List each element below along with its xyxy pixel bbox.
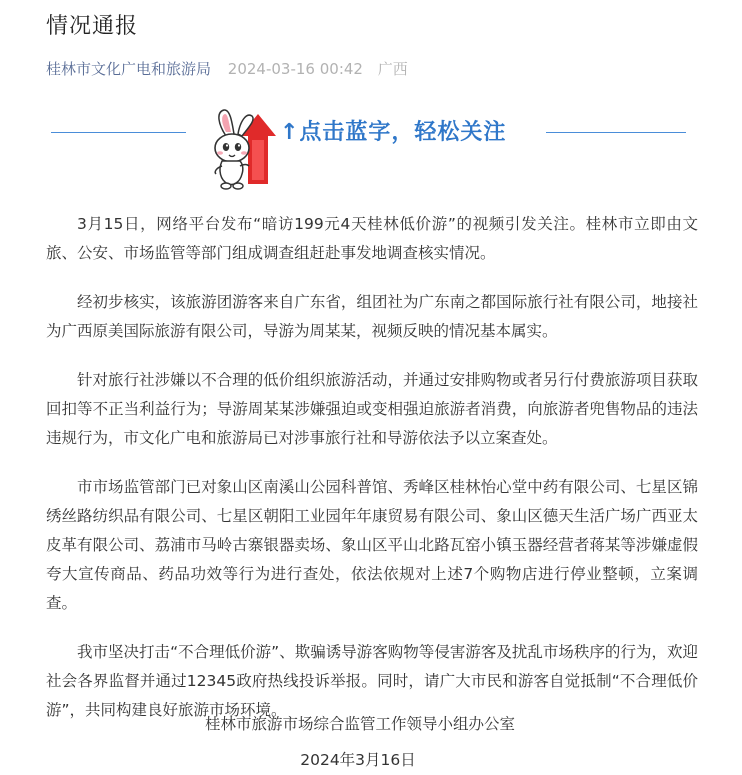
article-meta <box>46 58 418 80</box>
follow-slogan[interactable]: ↑点击蓝字，轻松关注 <box>280 120 507 145</box>
paragraph-5: 我市坚决打击“不合理低价游”、欺骗诱导游客购物等侵害游客及扰乱市场秩序的行为，欢迎社会各界监督并通过12345政府热线投诉举报。同时，请广大市民和游客自觉抵制“不合理低价游”，共同构建良好旅游市场环境。 <box>46 643 698 719</box>
article-title: 情况通报 <box>46 14 139 39</box>
publish-time: 2024-03-16 00:42 <box>227 60 363 78</box>
paragraph-3: 针对旅行社涉嫌以不合理的低价组织旅游活动，并通过安排购物或者另行付费旅游项目获取回扣等不正当利益行为；导游周某某涉嫌强迫或变相强迫旅游者消费，向旅游者兜售物品的违法违规行为，市文化广电和旅游局已对涉事旅行社和导游依法予以立案查处。 <box>46 371 698 447</box>
publish-region: 广西 <box>377 60 408 78</box>
rabbit-mascot-icon <box>204 106 284 192</box>
paragraph-4: 市市场监管部门已对象山区南溪山公园科普馆、秀峰区桂林怡心堂中药有限公司、七星区锦绣丝路纺织品有限公司、七星区朝阳工业园年年康贸易有限公司、象山区德天生活广场广西亚太皮革有限公司、荔浦市马岭古寨银器卖场、象山区平山北路瓦窑小镇玉器经营者蒋某等涉嫌虚假夸大宣传商品、药品功效等行为进行查处，依法依规对上述7个购物店进行停业整顿，立案调查。 <box>46 478 698 612</box>
paragraph-2: 经初步核实，该旅游团游客来自广东省，组团社为广东南之都国际旅行社有限公司，地接社为广西原美国际旅游有限公司，导游为周某某，视频反映的情况基本属实。 <box>46 293 698 340</box>
follow-banner[interactable] <box>46 104 696 194</box>
article-body <box>46 210 698 745</box>
banner-divider-left <box>51 132 186 133</box>
signature-date: 2024年3月16日 <box>300 751 416 769</box>
account-name-link[interactable]: 桂林市文化广电和旅游局 <box>46 60 212 78</box>
banner-divider-right <box>546 132 686 133</box>
signature-organization: 桂林市旅游市场综合监管工作领导小组办公室 <box>204 715 515 733</box>
paragraph-1: 3月15日，网络平台发布“暗访199元4天桂林低价游”的视频引发关注。桂林市立即由文旅、公安、市场监管等部门组成调查组赶赴事发地调查核实情况。 <box>46 215 698 262</box>
